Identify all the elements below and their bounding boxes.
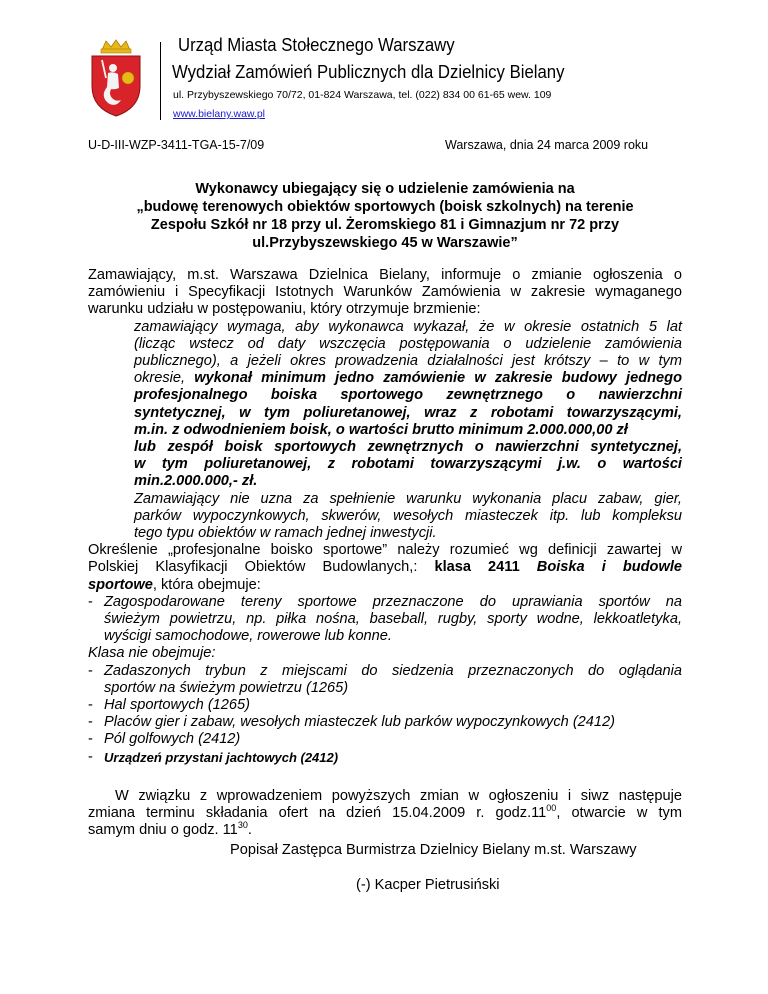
signature-line: Popisał Zastępca Burmistrza Dzielnicy Bielany m.st. Warszawy (230, 842, 637, 858)
list-marker: - (88, 714, 93, 731)
exclusion-line: tego typu obiektów w ramach jednej inwestycji. (134, 525, 437, 542)
letter-body (88, 267, 682, 840)
excludes-list-item (88, 697, 682, 714)
includes-list-item (88, 594, 682, 646)
list-line: Urządzeń przystani jachtowych (2412) (104, 749, 339, 765)
condition-line (134, 370, 682, 387)
exclusion-line: parków wypoczynkowych, skwerów, wesołych miasteczek itp. lub kompleksu (134, 507, 682, 524)
definition-line (88, 559, 682, 576)
title-line: Zespołu Szkół nr 18 przy ul. Żeromskiego 81 i Gimnazjum nr 72 przy (150, 217, 620, 233)
excludes-list-item (88, 731, 682, 748)
deadline-change-paragraph (88, 788, 682, 840)
intro-line: Zamawiający, m.st. Warszawa Dzielnica Bielany, informuje o zmianie ogłoszenia o (88, 267, 682, 283)
change-line: W związku z wprowadzeniem powyższych zmian w ogłoszeniu i siwz następuje (115, 787, 682, 804)
class-code: klasa 2411 (434, 559, 537, 576)
excludes-list-item (88, 749, 682, 766)
letter-date: Warszawa, dnia 24 marca 2009 roku (445, 138, 649, 152)
excludes-list-item (88, 663, 682, 697)
change-text: . (247, 822, 252, 839)
quoted-condition (88, 319, 682, 543)
list-line: Zadaszonych trybun z miejscami do siedzenia przeznaczonych do oglądania (104, 662, 682, 679)
definition-text: , która obejmuje: (152, 576, 261, 593)
condition-line: zamawiający wymaga, aby wykonawca wykazał, że w okresie ostatnich 5 lat (134, 318, 682, 335)
exclusion-line: Zamawiający nie uzna za spełnienie warunku wykonania placu zabaw, gier, (134, 490, 682, 507)
list-line: świeżym powietrzu, np. piłka nośna, baseball, rugby, sporty wodne, lekkoatletyka, (104, 611, 682, 628)
condition-line: lub zespół boisk sportowych zewnętrznych o nawierzchni syntetycznej, (134, 439, 682, 456)
condition-line: syntetycznej, w tym poliuretanowej, wraz z robotami towarzyszącymi, (134, 404, 682, 421)
time-minutes: 00 (546, 803, 557, 814)
change-text: , otwarcie w tym (556, 805, 682, 822)
list-marker: - (88, 748, 93, 765)
list-line: Zagospodarowane tereny sportowe przeznaczone do uprawiania sportów na (104, 593, 682, 610)
condition-line: publicznego), a jeżeli okres prowadzenia działalności jest krótszy – to w tym (134, 353, 682, 370)
warsaw-coat-of-arms-logo (86, 38, 146, 118)
signer-name: (-) Kacper Pietrusiński (356, 877, 500, 893)
list-line: Hal sportowych (1265) (104, 697, 251, 714)
reference-number: U-D-III-WZP-3411-TGA-15-7/09 (88, 138, 265, 152)
excludes-list-item (88, 714, 682, 731)
list-marker: - (88, 593, 93, 610)
class-name: sportowe (88, 576, 153, 593)
org-name: Urząd Miasta Stołecznego Warszawy (178, 35, 455, 55)
website-link[interactable]: www.bielany.waw.pl (173, 108, 266, 120)
letter-title (88, 180, 682, 252)
condition-text: okresie, (134, 370, 195, 387)
list-line: sportów na świeżym powietrzu (1265) (104, 679, 349, 696)
org-address: ul. Przybyszewskiego 70/72, 01-824 Warszawa, tel. (022) 834 00 61-65 wew. 109 (173, 89, 552, 101)
intro-line: zamówieniu i Specyfikacji Istotnych Warunków Zamówienia w zakresie wymaganego (88, 284, 682, 301)
department-name: Wydział Zamówień Publicznych dla Dzielnicy Bielany (172, 62, 565, 82)
list-marker: - (88, 697, 93, 714)
condition-line: w tym poliuretanowej, z robotami towarzyszącymi j.w. o wartości (134, 456, 682, 473)
class-name: Boiska i budowle (536, 559, 682, 576)
time-minutes: 30 (237, 820, 248, 831)
title-line: Wykonawcy ubiegający się o udzielenie zamówienia na (195, 181, 575, 197)
intro-line: warunku udziału w postępowaniu, który otrzymuje brzmienie: (88, 301, 481, 318)
change-line (88, 805, 682, 822)
condition-emphasis: wykonał minimum jedno zamówienie w zakresie budowy jednego (194, 370, 682, 387)
title-line: ul.Przybyszewskiego 45 w Warszawie” (252, 235, 518, 251)
condition-line: profesjonalnego boiska sportowego zewnętrznego o nawierzchni (134, 387, 682, 404)
list-line: Pól golfowych (2412) (104, 731, 241, 748)
definition-text: Polskiej Klasyfikacji Obiektów Budowlanych,: (88, 559, 435, 576)
excludes-heading: Klasa nie obejmuje: (88, 645, 216, 662)
condition-line: (licząc wstecz od daty wszczęcia postępowania o udzielenie zamówienia (134, 335, 682, 352)
list-marker: - (88, 731, 93, 748)
definition-line: Określenie „profesjonalne boisko sportowe” należy rozumieć wg definicji zawartej w (88, 542, 682, 559)
title-line: „budowę terenowych obiektów sportowych (boisk szkolnych) na terenie (136, 199, 634, 215)
list-line: Placów gier i zabaw, wesołych miasteczek lub parków wypoczynkowych (2412) (104, 714, 616, 731)
change-text: zmiana terminu składania ofert na dzień 15.04.2009 r. godz.11 (88, 805, 547, 822)
list-marker: - (88, 662, 93, 679)
condition-line: min.2.000.000,- zł. (134, 473, 258, 490)
definition-line (88, 577, 682, 594)
change-line (88, 822, 682, 839)
list-line: wyścigi samochodowe, rowerowe lub konne. (104, 628, 392, 645)
header-divider (160, 42, 161, 120)
change-text: samym dniu o godz. 11 (88, 822, 238, 839)
condition-line: m.in. z odwodnieniem boisk, o wartości brutto minimum 2.000.000,00 zł (134, 421, 628, 438)
